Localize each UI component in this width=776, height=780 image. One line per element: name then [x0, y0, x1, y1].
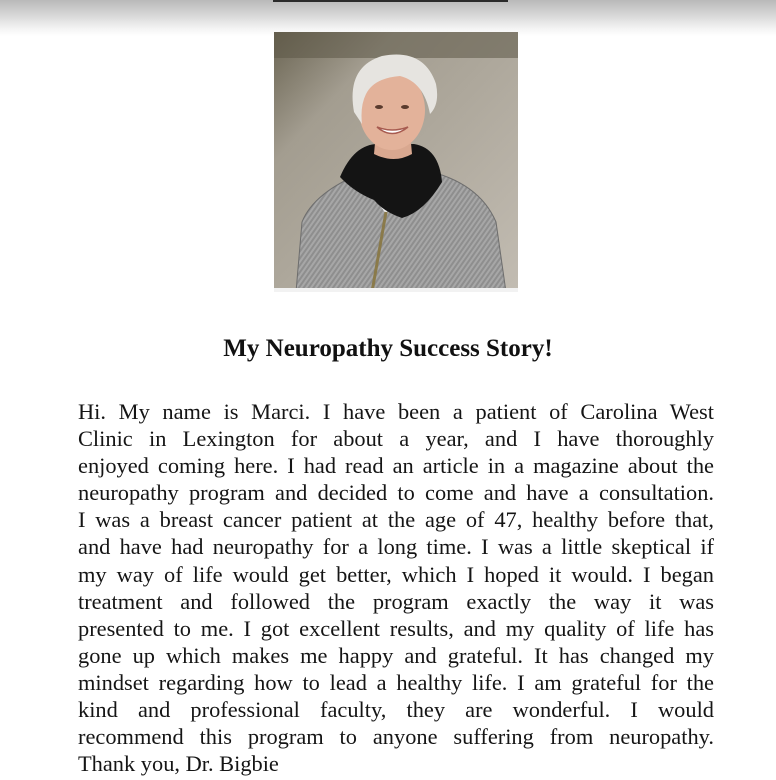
story-line: and have had neuropathy for a long time. I was a little skeptical if — [78, 534, 714, 560]
story-line: mindset regarding how to lead a healthy life. I am grateful for the — [78, 669, 714, 695]
story-line: recommend this program to anyone suffering from neuropathy. — [78, 724, 714, 750]
story-line: presented to me. I got excellent results, and my quality of life has — [78, 615, 714, 641]
top-shadow-band — [0, 0, 776, 36]
portrait-illustration — [274, 32, 518, 292]
story-line: I was a breast cancer patient at the age of 47, healthy before that, — [78, 507, 714, 533]
story-line: gone up which makes me happy and grateful. It has changed my — [78, 642, 714, 668]
page-title: My Neuropathy Success Story! — [223, 335, 553, 362]
story-line: enjoyed coming here. I had read an article in a magazine about the — [78, 453, 714, 479]
story-paragraph — [78, 398, 714, 777]
story-line-signoff: Thank you, Dr. Bigbie — [78, 751, 279, 777]
story-line: kind and professional faculty, they are wonderful. I would — [78, 697, 714, 723]
story-line: my way of life would get better, which I hoped it would. I began — [78, 561, 714, 587]
story-line: neuropathy program and decided to come and have a consultation. — [78, 480, 714, 506]
story-line: treatment and followed the program exactly the way it was — [78, 588, 714, 614]
top-divider-bar — [273, 0, 508, 2]
story-line: Hi. My name is Marci. I have been a patient of Carolina West — [78, 399, 714, 424]
portrait-photo — [274, 32, 518, 292]
story-line: Clinic in Lexington for about a year, and I have thoroughly — [78, 426, 714, 452]
